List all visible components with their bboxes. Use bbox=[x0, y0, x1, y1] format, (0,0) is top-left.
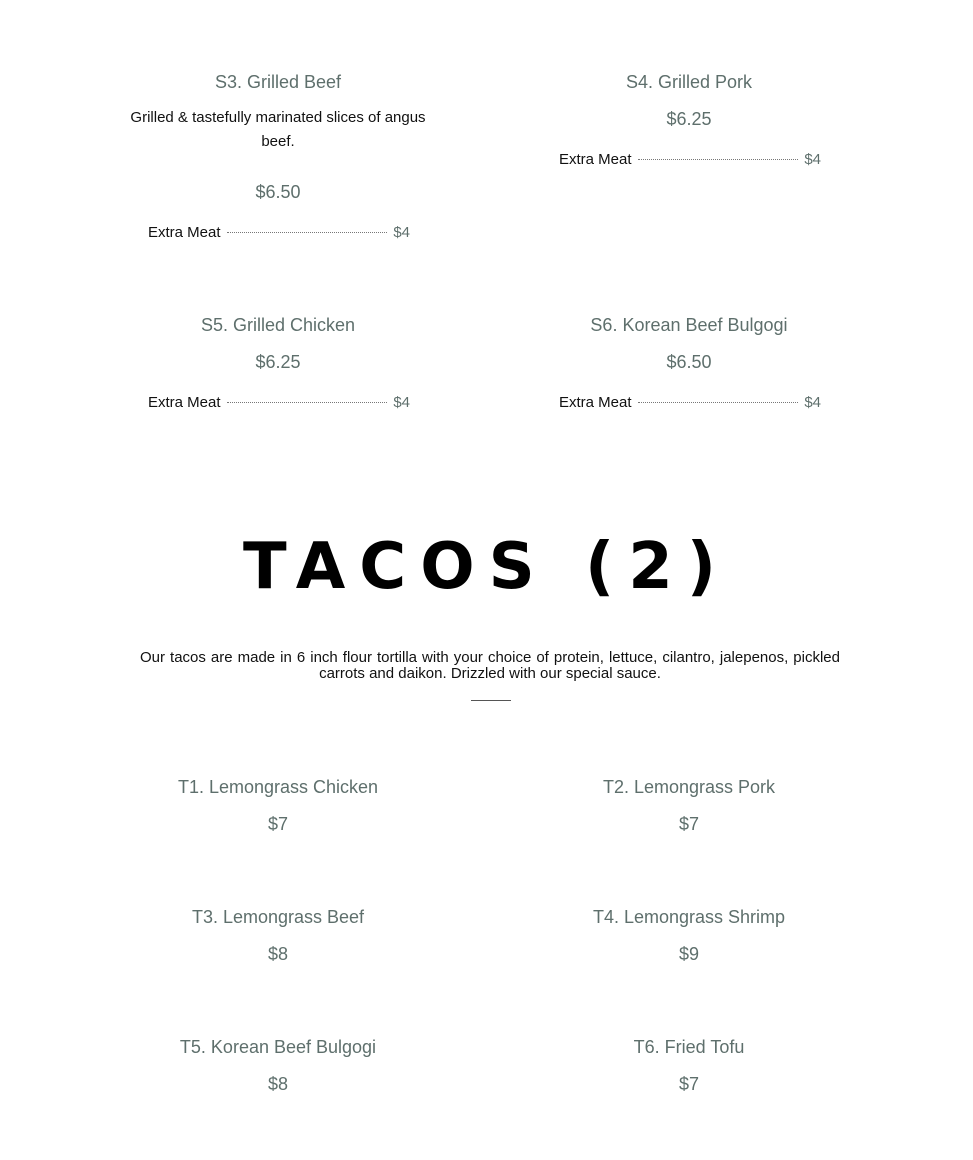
dot-leader bbox=[638, 402, 799, 403]
extra-meat-label: Extra Meat bbox=[148, 224, 221, 241]
menu-item-name: S5. Grilled Chicken bbox=[200, 315, 356, 335]
extra-meat-option bbox=[559, 393, 821, 413]
menu-item-price: $8 bbox=[267, 1074, 289, 1094]
menu-item-price: $9 bbox=[678, 944, 700, 964]
menu-item-name: T3. Lemongrass Beef bbox=[191, 907, 365, 927]
extra-meat-price: $4 bbox=[393, 224, 410, 241]
dot-leader bbox=[227, 402, 388, 403]
menu-item-price: $6.25 bbox=[255, 352, 301, 372]
menu-item-name: S3. Grilled Beef bbox=[214, 72, 342, 92]
dot-leader bbox=[227, 232, 388, 233]
menu-item-name: T2. Lemongrass Pork bbox=[602, 777, 776, 797]
menu-item-name: T4. Lemongrass Shrimp bbox=[592, 907, 786, 927]
menu-item-name: T6. Fried Tofu bbox=[633, 1037, 745, 1057]
menu-item-name: S4. Grilled Pork bbox=[625, 72, 753, 92]
menu-item-description: Grilled & tastefully marinated slices of angus beef. bbox=[130, 109, 426, 150]
extra-meat-price: $4 bbox=[804, 394, 821, 411]
extra-meat-label: Extra Meat bbox=[148, 394, 221, 411]
extra-meat-price: $4 bbox=[804, 151, 821, 168]
extra-meat-option bbox=[559, 150, 821, 170]
extra-meat-label: Extra Meat bbox=[559, 394, 632, 411]
section-divider bbox=[471, 700, 511, 701]
extra-meat-option bbox=[148, 223, 410, 243]
menu-item-price: $6.25 bbox=[666, 109, 712, 129]
extra-meat-price: $4 bbox=[393, 394, 410, 411]
menu-item-name: S6. Korean Beef Bulgogi bbox=[590, 315, 788, 335]
section-description: Our tacos are made in 6 inch flour tortilla with your choice of protein, lettuce, cilantro, jalepenos, pickled carrots and daikon. Drizzled with our special sauce. bbox=[140, 649, 840, 682]
menu-item-price: $7 bbox=[678, 814, 700, 834]
menu-item-name: T1. Lemongrass Chicken bbox=[177, 777, 379, 797]
menu-item-price: $7 bbox=[267, 814, 289, 834]
dot-leader bbox=[638, 159, 799, 160]
menu-item-price: $6.50 bbox=[255, 182, 301, 202]
menu-item-price: $6.50 bbox=[666, 352, 712, 372]
menu-item-name: T5. Korean Beef Bulgogi bbox=[179, 1037, 377, 1057]
section-title: TACOS (2) bbox=[243, 530, 730, 604]
menu-item-price: $8 bbox=[267, 944, 289, 964]
menu-item-price: $7 bbox=[678, 1074, 700, 1094]
extra-meat-option bbox=[148, 393, 410, 413]
extra-meat-label: Extra Meat bbox=[559, 151, 632, 168]
